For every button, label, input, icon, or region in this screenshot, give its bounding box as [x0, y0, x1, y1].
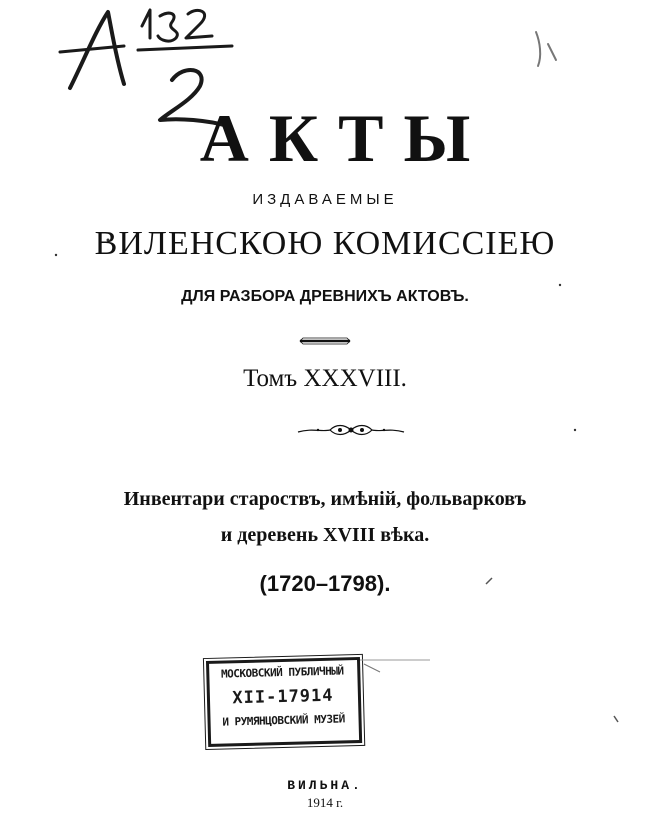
volume-number: Томъ XXXVIII.	[243, 365, 407, 392]
stamp-line-2: XII-17914	[232, 685, 334, 709]
published-by-line: ИЗДАВАЕМЫЕ	[252, 191, 398, 208]
date-range: (1720–1798).	[259, 571, 391, 596]
commission-purpose: ДЛЯ РАЗБОРА ДРЕВНИХЪ АКТОВЪ.	[181, 288, 469, 305]
subtitle-line-1: Инвентари староствъ, имѣній, фольварковъ	[123, 488, 527, 510]
subtitle-line-2: и деревень XVIII вѣка.	[220, 524, 430, 546]
page-title: АКТЫ	[199, 100, 491, 176]
commission-name: ВИЛЕНСКОЮ КОМИССІЕЮ	[94, 225, 556, 262]
publication-city: ВИЛЬНА.	[287, 778, 363, 793]
stamp-line-3: И РУМЯНЦОВСКИЙ МУЗЕЙ	[222, 712, 345, 729]
stamp-line-1: МОСКОВСКИЙ ПУБЛИЧНЫЙ	[220, 664, 344, 681]
publication-year: 1914 г.	[306, 795, 344, 810]
